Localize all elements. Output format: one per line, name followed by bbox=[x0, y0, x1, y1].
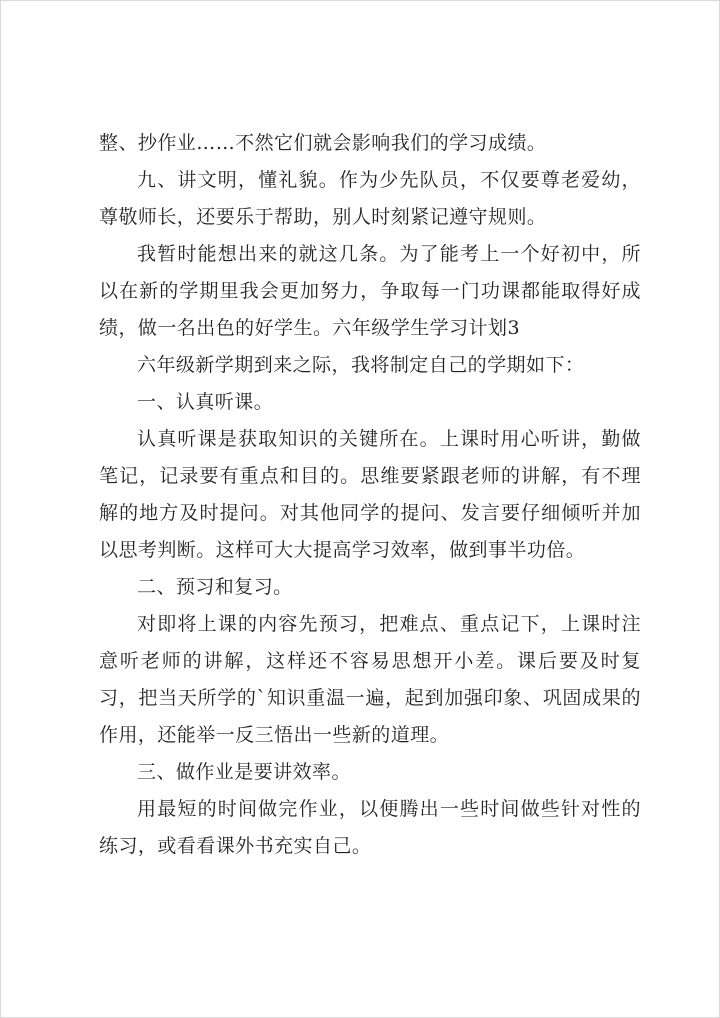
section-heading: 三、做作业是要讲效率。 bbox=[137, 761, 351, 783]
paragraph: 我暂时能想出来的就这几条。为了能考上一个好初中，所以在新的学期里我会更加努力，争取每一门功课都能取得好成绩，做一名出色的好学生。六年级学生学习计划3 bbox=[99, 243, 641, 339]
paragraph: 对即将上课的内容先预习，把难点、重点记下，上课时注意听老师的讲解，这样还不容易思想开小差。课后要及时复习，把当天所学的`知识重温一遍，起到加强印象、巩固成果的作用，还能举一反三悟出一些新的道理。 bbox=[99, 613, 641, 746]
section-heading: 一、认真听课。 bbox=[137, 391, 274, 413]
document-body bbox=[99, 125, 641, 865]
paragraph: 六年级新学期到来之际，我将制定自己的学期如下： bbox=[137, 354, 585, 376]
paragraph: 用最短的时间做完作业，以便腾出一些时间做些针对性的练习，或看看课外书充实自己。 bbox=[99, 798, 641, 857]
paragraph: 认真听课是获取知识的关键所在。上课时用心听讲，勤做笔记，记录要有重点和目的。思维要紧跟老师的讲解，有不理解的地方及时提问。对其他同学的提问、发言要仔细倾听并加以思考判断。这样可大大提高学习效率，做到事半功倍。 bbox=[99, 428, 641, 561]
section-heading: 二、预习和复习。 bbox=[137, 576, 293, 598]
paragraph: 整、抄作业……不然它们就会影响我们的学习成绩。 bbox=[99, 132, 547, 154]
paragraph: 九、讲文明，懂礼貌。作为少先队员，不仅要尊老爱幼，尊敬师长，还要乐于帮助，别人时刻紧记遵守规则。 bbox=[99, 169, 641, 228]
